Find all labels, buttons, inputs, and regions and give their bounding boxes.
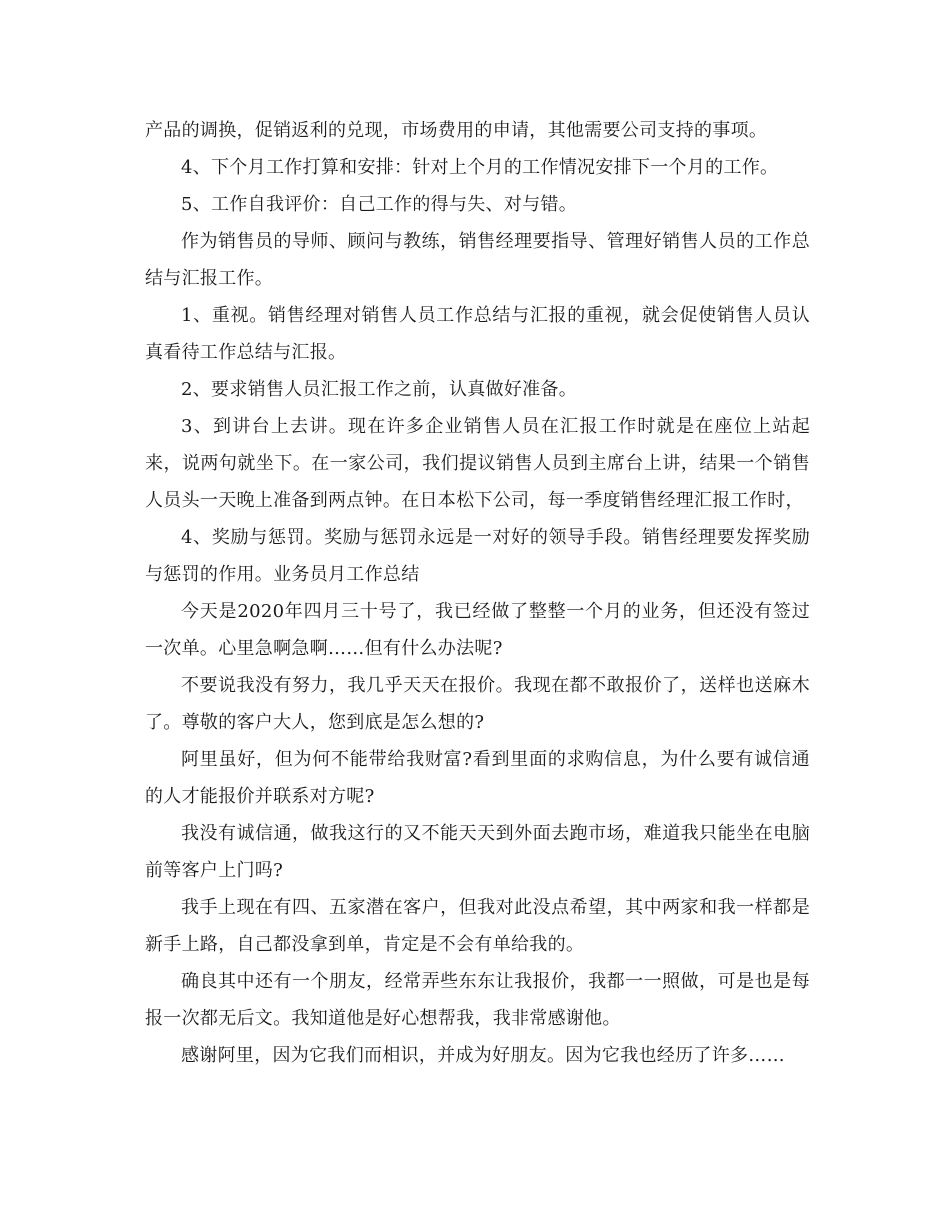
paragraph-5: 1、重视。销售经理对销售人员工作总结与汇报的重视，就会促使销售人员认真看待工作总结与汇报。 <box>145 305 810 363</box>
paragraph-6: 2、要求销售人员汇报工作之前，认真做好准备。 <box>181 379 578 400</box>
paragraph-14: 确良其中还有一个朋友，经常弄些东东让我报价，我都一一照做，可是也是每报一次都无后文。我知道他是好心想帮我，我非常感谢他。 <box>145 971 810 1029</box>
paragraph-12: 我没有诚信通，做我这行的又不能天天到外面去跑市场，难道我只能坐在电脑前等客户上门吗? <box>145 823 810 881</box>
paragraph-10: 不要说我没有努力，我几乎天天在报价。我现在都不敢报价了，送样也送麻木了。尊敬的客户大人，您到底是怎么想的? <box>145 675 810 733</box>
paragraph-4: 作为销售员的导师、顾问与教练，销售经理要指导、管理好销售人员的工作总结与汇报工作。 <box>145 231 810 289</box>
paragraph-7: 3、到讲台上去讲。现在许多企业销售人员在汇报工作时就是在座位上站起来，说两句就坐下。在一家公司，我们提议销售人员到主席台上讲，结果一个销售人员头一天晚上准备到两点钟。在日本松下公司，每一季度销售经理汇报工作时， <box>145 416 810 511</box>
paragraph-2: 4、下个月工作打算和安排：针对上个月的工作情况安排下一个月的工作。 <box>181 157 779 178</box>
paragraph-15: 感谢阿里，因为它我们而相识，并成为好朋友。因为它我也经历了许多…… <box>181 1045 785 1066</box>
paragraph-8: 4、奖励与惩罚。奖励与惩罚永远是一对好的领导手段。销售经理要发挥奖励与惩罚的作用。业务员月工作总结 <box>145 527 810 585</box>
paragraph-13: 我手上现在有四、五家潜在客户，但我对此没点希望，其中两家和我一样都是新手上路，自己都没拿到单，肯定是不会有单给我的。 <box>145 897 810 955</box>
paragraph-1: 产品的调换，促销返利的兑现，市场费用的申请，其他需要公司支持的事项。 <box>145 120 768 141</box>
paragraph-3: 5、工作自我评价：自己工作的得与失、对与错。 <box>181 194 578 215</box>
paragraph-11: 阿里虽好，但为何不能带给我财富?看到里面的求购信息，为什么要有诚信通的人才能报价并联系对方呢? <box>145 749 810 807</box>
paragraph-9: 今天是2020年四月三十号了，我已经做了整整一个月的业务，但还没有签过一次单。心里急啊急啊……但有什么办法呢? <box>145 601 810 659</box>
document-body <box>145 112 810 1074</box>
